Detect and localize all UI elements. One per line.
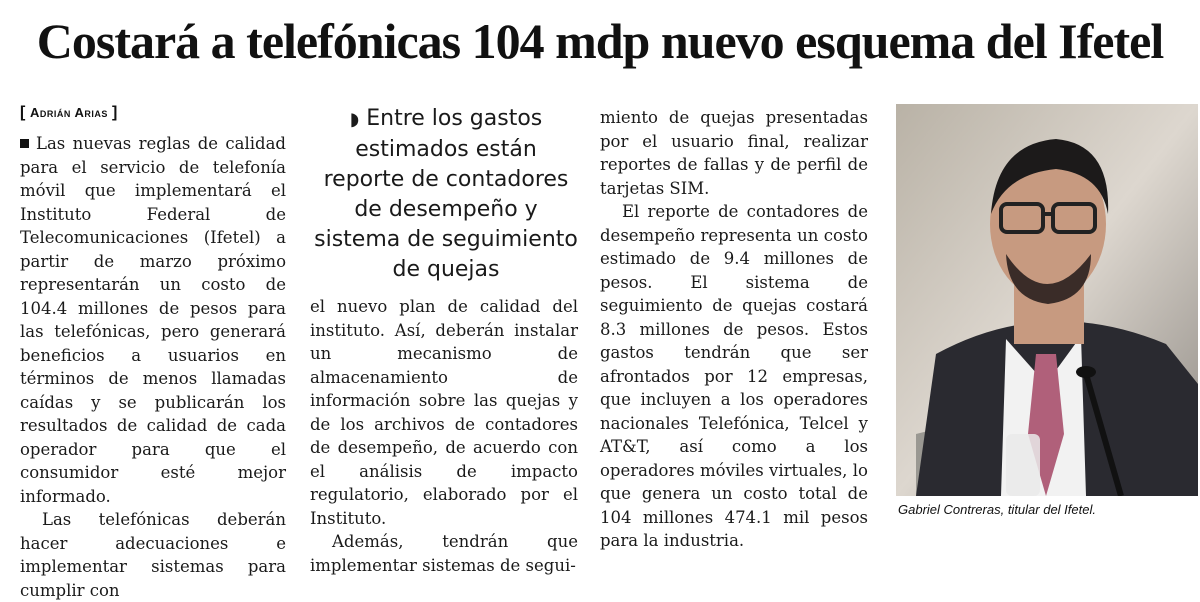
byline-close-bracket: ] — [112, 104, 118, 121]
paragraph: miento de quejas presentadas por el usuario final, realizar reportes de fallas y de perfil de tarjetas SIM. — [600, 108, 868, 198]
article-column-3 — [600, 106, 868, 553]
article-column-1 — [20, 132, 286, 602]
paragraph — [20, 132, 286, 508]
portrait-illustration — [896, 104, 1198, 496]
square-bullet-icon — [20, 139, 29, 148]
pull-quote-text: Entre los gastos estimados están reporte de contadores de desempeño y sistema de seguimiento de quejas — [314, 106, 578, 282]
byline-author: Adrián Arias — [29, 105, 108, 120]
portrait-photo — [896, 104, 1198, 496]
pull-quote — [312, 104, 580, 285]
byline-open-bracket: [ — [20, 104, 26, 121]
byline — [20, 104, 118, 122]
paragraph-text: Las nuevas reglas de calidad para el servicio de telefonía móvil que implementará el Instituto Federal de Telecomunicaciones (Ifetel) a partir de marzo próximo representarán un costo de 104.4 millones de pesos para las telefónicas, pero generará beneficios a usuarios en términos de menos llamadas caídas y se publicarán los resultados de calidad de cada operador para que el consumidor esté mejor informado. — [20, 134, 286, 506]
paragraph: el nuevo plan de calidad del instituto. Así, deberán instalar un mecanismo de almacenamiento de información sobre las quejas y de los archivos de contadores de desempeño, de acuerdo con el análisis de impacto regulatorio, elaborado por el Instituto. — [310, 297, 578, 528]
half-circle-icon: ◗ — [349, 109, 360, 130]
headline: Costará a telefónicas 104 mdp nuevo esquema del Ifetel — [36, 13, 1164, 69]
paragraph: Además, tendrán que implementar sistemas de segui- — [310, 532, 578, 575]
article-column-2 — [310, 295, 578, 577]
paragraph: El reporte de contadores de desempeño representa un costo estimado de 9.4 millones de pesos. El sistema de seguimiento de quejas costará 8.3 millones de pesos. Estos gastos tendrán que ser afrontados por 12 empresas, que incluyen a los operadores nacionales Telefónica, Telcel y AT&T, así como a los operadores móviles virtuales, lo que genera un costo total de 104 millones 474.1 mil pesos para la industria. — [600, 202, 868, 550]
paragraph: Las telefónicas deberán hacer adecuaciones e implementar sistemas para cumplir con — [20, 510, 286, 600]
photo-caption: Gabriel Contreras, titular del Ifetel. — [898, 502, 1096, 517]
